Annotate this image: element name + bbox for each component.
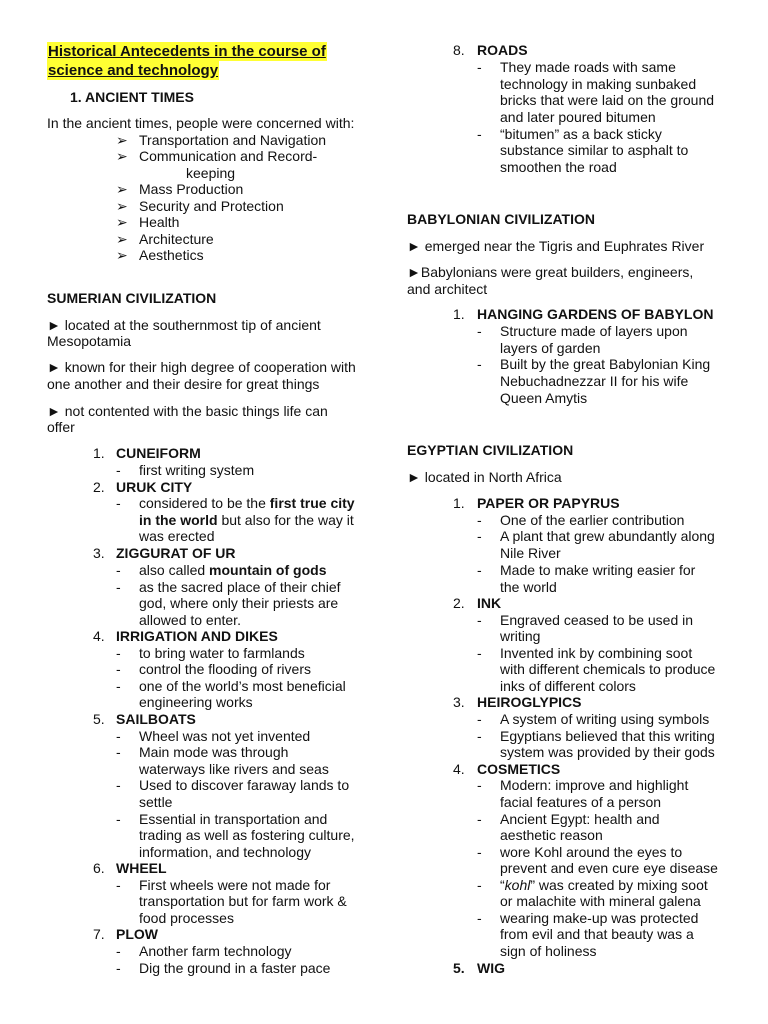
- babylonian-p2b: and architect: [407, 281, 488, 297]
- item-number: 2.: [93, 479, 105, 495]
- item-number: 3.: [93, 545, 105, 561]
- dash-bullet: -: [477, 910, 482, 926]
- dash-bullet: -: [477, 356, 482, 372]
- list-item: writing: [500, 628, 541, 644]
- dash-bullet: -: [116, 661, 121, 677]
- list-item: bricks that were laid on the ground: [500, 92, 715, 108]
- item-number: 1.: [453, 495, 465, 511]
- text-run: also called: [139, 562, 210, 578]
- list-item: They made roads with same: [500, 59, 676, 75]
- papyrus-heading: PAPER OR PAPYRUS: [477, 495, 620, 511]
- list-item: allowed to enter.: [139, 612, 241, 628]
- list-item: and later poured bitumen: [500, 109, 656, 125]
- list-item: Essential in transportation and: [139, 811, 328, 827]
- item-number: 6.: [93, 860, 105, 876]
- list-item: Security and Protection: [139, 198, 284, 214]
- ancient-intro: In the ancient times, people were concerned with:: [47, 115, 355, 131]
- list-item: facial features of a person: [500, 794, 662, 810]
- item-number: 1.: [93, 445, 105, 461]
- list-item: [139, 495, 355, 512]
- list-item: to bring water to farmlands: [139, 645, 305, 661]
- list-item: A system of writing using symbols: [500, 711, 710, 727]
- dash-bullet: -: [116, 645, 121, 661]
- item-number: 4.: [93, 628, 105, 644]
- dash-bullet: -: [116, 943, 121, 959]
- list-item: Architecture: [139, 231, 214, 247]
- dash-bullet: -: [116, 744, 121, 760]
- roads-heading: ROADS: [477, 42, 528, 58]
- list-item: Dig the ground in a faster pace: [139, 960, 331, 976]
- list-item: trading as well as fostering culture,: [139, 827, 355, 843]
- sumerian-p2b: one another and their desire for great things: [47, 376, 320, 392]
- item-number: 2.: [453, 595, 465, 611]
- babylonian-p1: ► emerged near the Tigris and Euphrates River: [407, 238, 705, 254]
- list-item: aesthetic reason: [500, 827, 603, 843]
- text-run-bold: mountain of gods: [209, 562, 327, 578]
- list-item: engineering works: [139, 694, 253, 710]
- dash-bullet: -: [477, 711, 482, 727]
- list-item: Invented ink by combining soot: [500, 645, 693, 661]
- sailboats-heading: SAILBOATS: [116, 711, 196, 727]
- list-item: food processes: [139, 910, 234, 926]
- egyptian-heading: EGYPTIAN CIVILIZATION: [407, 442, 574, 458]
- item-number: 4.: [453, 761, 465, 777]
- list-item: system was provided by their gods: [500, 744, 715, 760]
- list-item: one of the world’s most beneficial: [139, 678, 346, 694]
- dash-bullet: -: [116, 877, 121, 893]
- dash-bullet: -: [477, 877, 482, 893]
- dash-bullet: -: [477, 728, 482, 744]
- dash-bullet: -: [477, 645, 482, 661]
- dash-bullet: -: [116, 579, 121, 595]
- hieroglyphics-heading: HEIROGLYPICS: [477, 694, 582, 710]
- text-run-bold: first true city: [269, 495, 355, 511]
- list-item: technology in making sunbaked: [500, 76, 697, 92]
- item-number: 8.: [453, 42, 465, 58]
- list-item: settle: [139, 794, 173, 810]
- dash-bullet: -: [116, 728, 121, 744]
- wig-heading: WIG: [477, 960, 505, 976]
- irrigation-heading: IRRIGATION AND DIKES: [116, 628, 278, 644]
- list-item: One of the earlier contribution: [500, 512, 685, 528]
- list-item: smoothen the road: [500, 159, 617, 175]
- list-item: “bitumen” as a back sticky: [500, 126, 662, 142]
- dash-bullet: -: [477, 323, 482, 339]
- list-item: waterways like rivers and seas: [139, 761, 329, 777]
- dash-bullet: -: [477, 126, 482, 142]
- dash-bullet: -: [477, 528, 482, 544]
- list-item: Main mode was through: [139, 744, 289, 760]
- list-item: Used to discover faraway lands to: [139, 777, 350, 793]
- list-item: Nile River: [500, 545, 561, 561]
- item-number: 7.: [93, 926, 105, 942]
- list-item: or malachite with mineral galena: [500, 893, 701, 909]
- list-item: A plant that grew abundantly along: [500, 528, 715, 544]
- egyptian-p1: ► located in North Africa: [407, 469, 562, 485]
- ancient-times-heading: 1. ANCIENT TIMES: [70, 89, 194, 105]
- gardens-heading: HANGING GARDENS OF BABYLON: [477, 306, 714, 322]
- list-item: Transportation and Navigation: [139, 132, 327, 148]
- sumerian-p3b: offer: [47, 419, 75, 435]
- arrow-bullet-icon: ➢: [116, 231, 128, 247]
- list-item: inks of different colors: [500, 678, 636, 694]
- list-item: [500, 877, 708, 894]
- sumerian-p3a: ► not contented with the basic things life can: [47, 403, 328, 419]
- dash-bullet: -: [116, 562, 121, 578]
- list-item: was erected: [139, 528, 215, 544]
- list-item: control the flooding of rivers: [139, 661, 311, 677]
- list-item: Another farm technology: [139, 943, 292, 959]
- list-item: Made to make writing easier for: [500, 562, 696, 578]
- list-item: sign of holiness: [500, 943, 597, 959]
- cosmetics-heading: COSMETICS: [477, 761, 561, 777]
- list-item: wearing make-up was protected: [500, 910, 699, 926]
- dash-bullet: -: [116, 462, 121, 478]
- list-item: Built by the great Babylonian King: [500, 356, 711, 372]
- dash-bullet: -: [477, 562, 482, 578]
- arrow-bullet-icon: ➢: [116, 132, 128, 148]
- sumerian-p2a: ► known for their high degree of cooperation with: [47, 359, 356, 375]
- ink-heading: INK: [477, 595, 502, 611]
- list-item: Communication and Record-: [139, 148, 318, 164]
- list-item: Structure made of layers upon: [500, 323, 688, 339]
- text-run-bold: in the world: [139, 512, 218, 528]
- item-number: 5.: [93, 711, 105, 727]
- document-title-line1: Historical Antecedents in the course of: [48, 43, 326, 60]
- text-run-italic: kohl: [504, 877, 531, 893]
- text-run: but also for the way it: [217, 512, 354, 528]
- dash-bullet: -: [116, 495, 121, 511]
- cuneiform-heading: CUNEIFORM: [116, 445, 201, 461]
- list-item: [139, 562, 326, 579]
- list-item: [139, 512, 354, 529]
- dash-bullet: -: [116, 678, 121, 694]
- list-item: god, where only their priests are: [139, 595, 339, 611]
- text-run: “: [500, 877, 505, 893]
- list-item: first writing system: [139, 462, 255, 478]
- list-item: Aesthetics: [139, 247, 204, 263]
- sumerian-p1b: Mesopotamia: [47, 333, 132, 349]
- list-item: Modern: improve and highlight: [500, 777, 689, 793]
- dash-bullet: -: [477, 59, 482, 75]
- sumerian-heading: SUMERIAN CIVILIZATION: [47, 290, 217, 306]
- arrow-bullet-icon: ➢: [116, 214, 128, 230]
- list-item: Wheel was not yet invented: [139, 728, 311, 744]
- dash-bullet: -: [477, 811, 482, 827]
- babylonian-heading: BABYLONIAN CIVILIZATION: [407, 211, 595, 227]
- ziggurat-heading: ZIGGURAT OF UR: [116, 545, 236, 561]
- list-item: First wheels were not made for: [139, 877, 331, 893]
- list-item: as the sacred place of their chief: [139, 579, 341, 595]
- dash-bullet: -: [116, 960, 121, 976]
- list-item: transportation but for farm work &: [139, 893, 347, 909]
- dash-bullet: -: [477, 777, 482, 793]
- list-item: Nebuchadnezzar II for his wife: [500, 373, 689, 389]
- item-number: 1.: [453, 306, 465, 322]
- arrow-bullet-icon: ➢: [116, 198, 128, 214]
- item-number: 5.: [453, 960, 465, 976]
- wheel-heading: WHEEL: [116, 860, 167, 876]
- plow-heading: PLOW: [116, 926, 158, 942]
- list-item: keeping: [186, 165, 236, 181]
- list-item: Engraved ceased to be used in: [500, 612, 694, 628]
- list-item: substance similar to asphalt to: [500, 142, 689, 158]
- list-item: prevent and even cure eye disease: [500, 860, 718, 876]
- dash-bullet: -: [477, 612, 482, 628]
- uruk-heading: URUK CITY: [116, 479, 193, 495]
- babylonian-p2a: ►Babylonians were great builders, engineers,: [407, 264, 694, 280]
- list-item: Egyptians believed that this writing: [500, 728, 715, 744]
- document-title-line2: science and technology: [48, 62, 219, 79]
- list-item: layers of garden: [500, 340, 601, 356]
- dash-bullet: -: [116, 811, 121, 827]
- list-item: wore Kohl around the eyes to: [500, 844, 683, 860]
- text-run: considered to be the: [139, 495, 270, 511]
- text-run: ” was created by mixing soot: [530, 877, 708, 893]
- list-item: Health: [139, 214, 180, 230]
- arrow-bullet-icon: ➢: [116, 148, 128, 164]
- list-item: Mass Production: [139, 181, 244, 197]
- list-item: information, and technology: [139, 844, 311, 860]
- arrow-bullet-icon: ➢: [116, 181, 128, 197]
- list-item: Queen Amytis: [500, 390, 588, 406]
- list-item: the world: [500, 579, 557, 595]
- list-item: with different chemicals to produce: [500, 661, 716, 677]
- dash-bullet: -: [477, 844, 482, 860]
- dash-bullet: -: [116, 777, 121, 793]
- list-item: Ancient Egypt: health and: [500, 811, 660, 827]
- sumerian-p1a: ► located at the southernmost tip of ancient: [47, 317, 321, 333]
- list-item: from evil and that beauty was a: [500, 926, 694, 942]
- dash-bullet: -: [477, 512, 482, 528]
- item-number: 3.: [453, 694, 465, 710]
- arrow-bullet-icon: ➢: [116, 247, 128, 263]
